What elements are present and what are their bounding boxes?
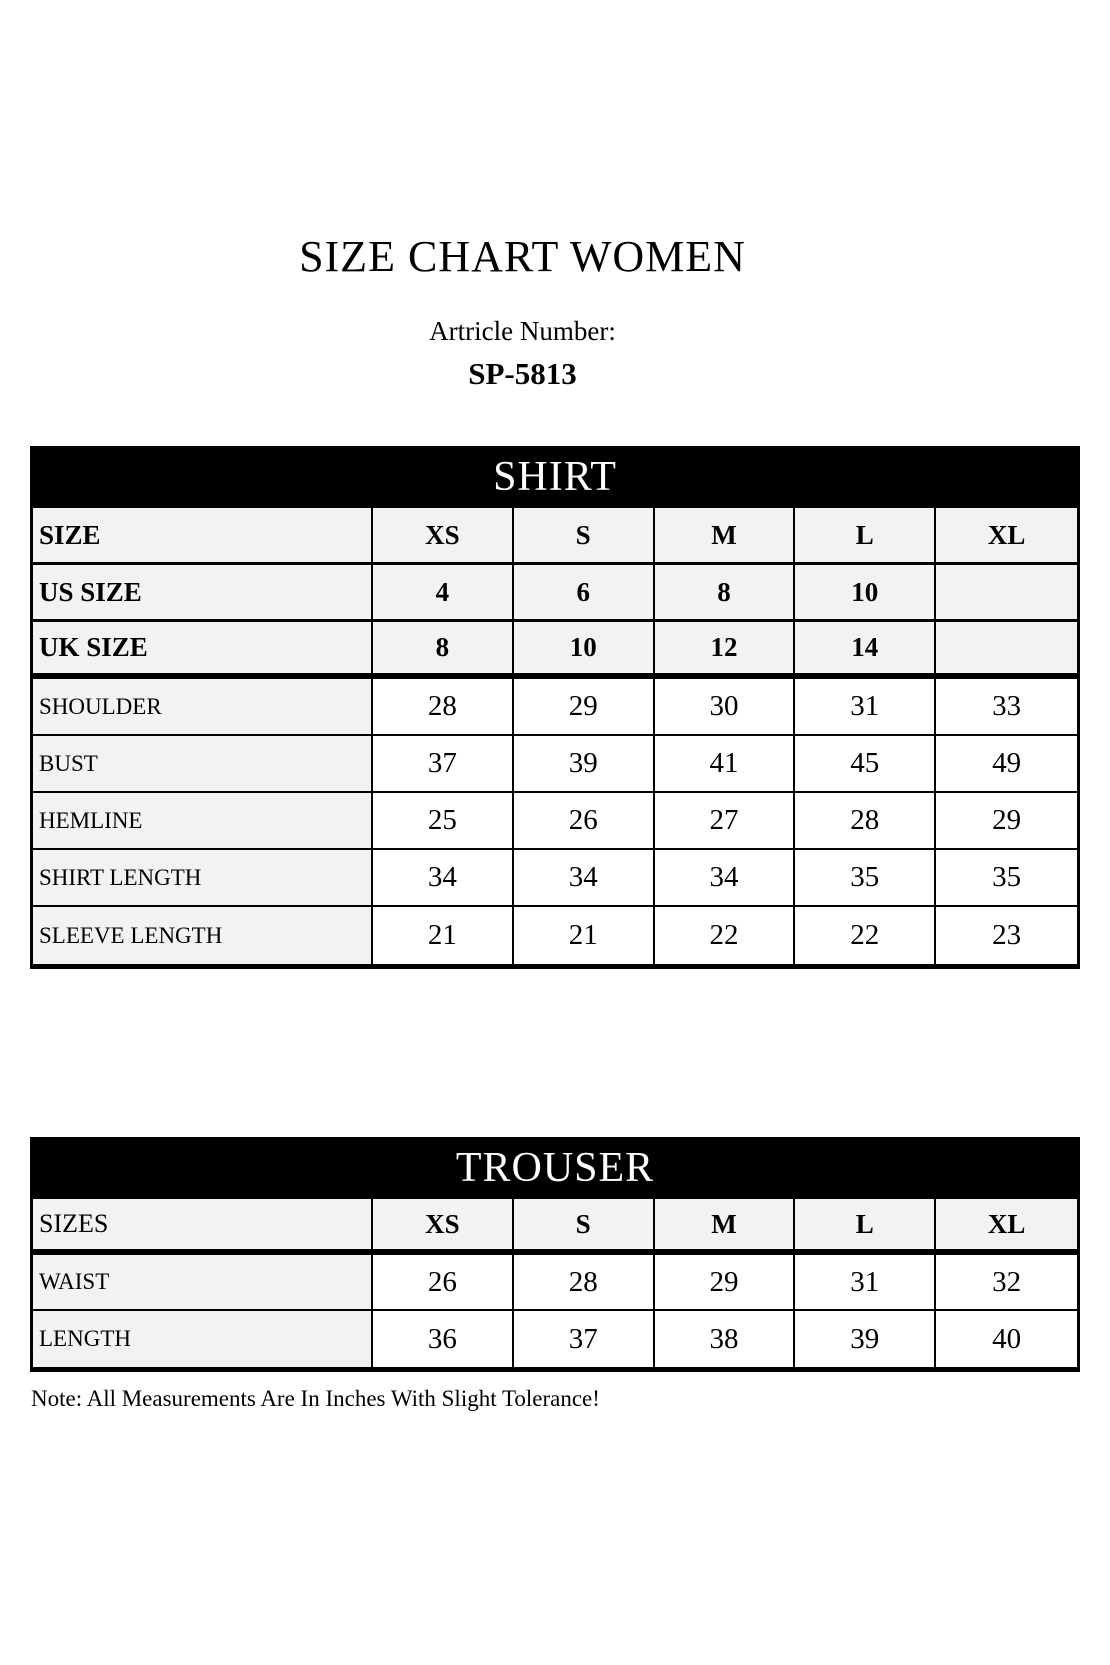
table-cell: 10 xyxy=(795,565,936,619)
trouser-length-row-label: LENGTH xyxy=(33,1311,373,1367)
table-cell: 37 xyxy=(373,736,514,791)
table-cell: 22 xyxy=(795,907,936,964)
shirt-size-col-l: L xyxy=(795,508,936,562)
trouser-size-col-s: S xyxy=(514,1199,655,1249)
trouser-length-row xyxy=(33,1311,1077,1367)
shirt-bust-row-label: BUST xyxy=(33,736,373,791)
table-cell: 28 xyxy=(795,793,936,848)
article-number-value: SP-5813 xyxy=(468,356,577,391)
shirt-length-row xyxy=(33,850,1077,907)
shirt-sleeve-length-row xyxy=(33,907,1077,964)
table-cell: 22 xyxy=(655,907,796,964)
shirt-uk-size-row xyxy=(33,622,1077,679)
table-cell: 38 xyxy=(655,1311,796,1367)
table-cell: 21 xyxy=(373,907,514,964)
table-cell: 34 xyxy=(655,850,796,905)
trouser-size-col-xl: XL xyxy=(936,1199,1077,1249)
shirt-shoulder-row xyxy=(33,679,1077,736)
table-cell: 39 xyxy=(514,736,655,791)
table-cell: 6 xyxy=(514,565,655,619)
table-cell: 34 xyxy=(373,850,514,905)
article-number-label: Artricle Number: xyxy=(429,316,616,346)
shirt-size-col-s: S xyxy=(514,508,655,562)
shirt-hemline-row-label: HEMLINE xyxy=(33,793,373,848)
trouser-section-header: TROUSER xyxy=(33,1137,1077,1199)
table-cell: 49 xyxy=(936,736,1077,791)
table-cell: 27 xyxy=(655,793,796,848)
table-cell: 4 xyxy=(373,565,514,619)
table-cell: 26 xyxy=(373,1255,514,1309)
table-cell: 29 xyxy=(655,1255,796,1309)
shirt-size-table xyxy=(30,446,1080,969)
table-cell: 29 xyxy=(514,679,655,734)
table-cell: 10 xyxy=(514,622,655,673)
shirt-size-row xyxy=(33,508,1077,565)
page-title: SIZE CHART WOMEN xyxy=(299,232,746,281)
table-cell: 35 xyxy=(795,850,936,905)
shirt-size-col-xs: XS xyxy=(373,508,514,562)
shirt-sleeve-length-row-label: SLEEVE LENGTH xyxy=(33,907,373,964)
table-cell: 35 xyxy=(936,850,1077,905)
table-cell: 40 xyxy=(936,1311,1077,1367)
shirt-shoulder-row-label: SHOULDER xyxy=(33,679,373,734)
table-cell xyxy=(936,565,1077,619)
table-cell: 37 xyxy=(514,1311,655,1367)
shirt-length-row-label: SHIRT LENGTH xyxy=(33,850,373,905)
table-cell: 31 xyxy=(795,679,936,734)
table-cell: 26 xyxy=(514,793,655,848)
table-cell: 8 xyxy=(373,622,514,673)
table-cell: 23 xyxy=(936,907,1077,964)
measurement-note: Note: All Measurements Are In Inches With Slight Tolerance! xyxy=(31,1386,600,1411)
shirt-size-row-label: SIZE xyxy=(33,508,373,562)
table-cell: 8 xyxy=(655,565,796,619)
table-cell: 12 xyxy=(655,622,796,673)
shirt-hemline-row xyxy=(33,793,1077,850)
table-cell: 28 xyxy=(514,1255,655,1309)
trouser-size-col-xs: XS xyxy=(373,1199,514,1249)
table-cell: 41 xyxy=(655,736,796,791)
trouser-sizes-row xyxy=(33,1199,1077,1255)
table-cell: 45 xyxy=(795,736,936,791)
table-cell: 21 xyxy=(514,907,655,964)
table-cell: 39 xyxy=(795,1311,936,1367)
table-cell: 28 xyxy=(373,679,514,734)
shirt-size-col-xl: XL xyxy=(936,508,1077,562)
table-cell: 30 xyxy=(655,679,796,734)
shirt-us-size-row-label: US SIZE xyxy=(33,565,373,619)
shirt-section-header: SHIRT xyxy=(33,446,1077,508)
trouser-waist-row xyxy=(33,1255,1077,1311)
table-cell: 33 xyxy=(936,679,1077,734)
table-cell: 29 xyxy=(936,793,1077,848)
table-cell xyxy=(936,622,1077,673)
shirt-us-size-row xyxy=(33,565,1077,622)
shirt-uk-size-row-label: UK SIZE xyxy=(33,622,373,673)
table-cell: 31 xyxy=(795,1255,936,1309)
trouser-size-table xyxy=(30,1137,1080,1372)
trouser-sizes-row-label: SIZES xyxy=(33,1199,373,1249)
shirt-size-col-m: M xyxy=(655,508,796,562)
trouser-waist-row-label: WAIST xyxy=(33,1255,373,1309)
table-cell: 34 xyxy=(514,850,655,905)
trouser-size-col-l: L xyxy=(795,1199,936,1249)
table-cell: 36 xyxy=(373,1311,514,1367)
table-cell: 32 xyxy=(936,1255,1077,1309)
table-cell: 25 xyxy=(373,793,514,848)
table-cell: 14 xyxy=(795,622,936,673)
shirt-bust-row xyxy=(33,736,1077,793)
trouser-size-col-m: M xyxy=(655,1199,796,1249)
